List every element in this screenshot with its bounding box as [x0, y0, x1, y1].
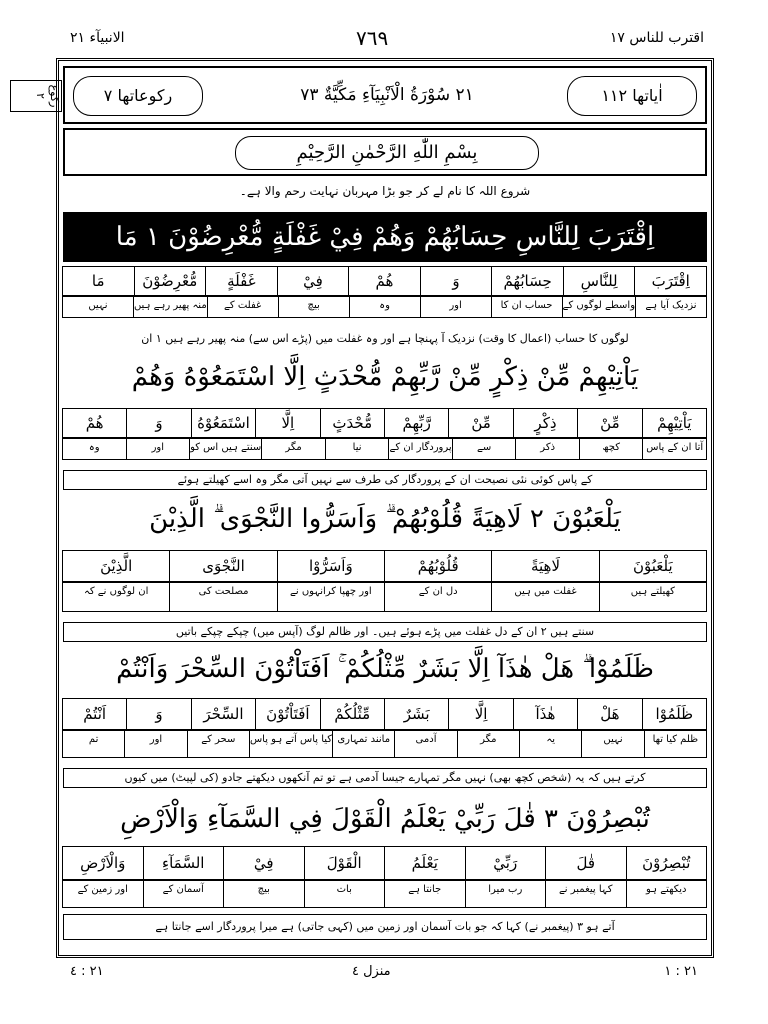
word-cell: رَّبِّهِمْ — [384, 408, 449, 438]
meaning-cell: وہ — [349, 296, 421, 318]
word-cell: فِيْ — [223, 846, 305, 880]
meaning-cell: آتا ان کے پاس — [642, 438, 707, 460]
footer-right: ٢١ : ١ — [664, 964, 698, 979]
meaning-cell: پروردگار ان کے — [388, 438, 453, 460]
word-cell: يَاْتِيْهِمْ — [642, 408, 707, 438]
word-cell: لَاهِيَةً — [491, 550, 599, 582]
word-cell: يَلْعَبُوْنَ — [599, 550, 707, 582]
word-cell: فِيْ — [277, 266, 350, 296]
word-cell: الَّذِيْنَ — [62, 550, 170, 582]
word-cell: تُبْصِرُوْنَ — [626, 846, 708, 880]
page-header-left: الانبیآء ٢١ — [70, 30, 125, 46]
footer-left: ٢١ : ٤ — [70, 964, 104, 979]
meaning-cell: سے — [452, 438, 517, 460]
meaning-cell: رب میرا — [465, 880, 547, 908]
meaning-cell: یہ — [519, 730, 582, 758]
word-cell: وَ — [126, 698, 191, 730]
word-cell: وَاَسَرُّوْا — [277, 550, 385, 582]
word-cell: الْقَوْلَ — [304, 846, 386, 880]
word-cell: اِلَّا — [448, 698, 513, 730]
ayah-line: يَلْعَبُوْنَ ۲ لَاهِيَةً قُلُوْبُهُمْ ۗ وَاَسَرُّوا النَّجْوَى ۗ الَّذِيْنَ — [149, 504, 621, 534]
meaning-cell: آدمی — [394, 730, 457, 758]
translation-line: کے پاس کوئی نئی نصیحت ان کے پروردگار کی طرف سے نہیں آتی مگر وہ اسے کھیلتے ہوئے — [63, 470, 707, 490]
word-row — [63, 846, 707, 880]
meaning-cell: کھیلتے ہیں — [599, 582, 707, 612]
translation-line: لوگوں کا حساب (اعمال کا وقت) نزدیک آ پہنچا ہے اور وہ غفلت میں (پڑے اس سے) منہ پھیر رہے ہیں ۱ ان — [141, 332, 629, 345]
meaning-cell: مگر — [457, 730, 520, 758]
word-cell: لِلنَّاسِ — [563, 266, 636, 296]
meaning-cell: وہ — [62, 438, 127, 460]
word-cell: وَ — [126, 408, 191, 438]
word-cell: اِلَّا — [255, 408, 320, 438]
word-cell: النَّجْوَى — [169, 550, 277, 582]
page-header-right: اقترب للناس ١٧ — [609, 30, 704, 46]
translation-line: آتے ہو ۳ (پیغمبر نے) کہا کہ جو بات آسمان اور زمین میں (کہی جاتی) ہے میرا پروردگار اسے جانتا ہے — [63, 914, 707, 940]
word-row — [63, 408, 707, 438]
meaning-cell: سحر کے — [187, 730, 250, 758]
ayah-line: ظَلَمُوْا ۗ هَلْ هٰذَآ اِلَّا بَشَرٌ مِّثْلُكُمْ ۚ اَفَتَاْتُوْنَ السِّحْرَ وَاَنْتُمْ — [116, 654, 654, 684]
word-cell: هَلْ — [577, 698, 642, 730]
meaning-cell: نہیں — [581, 730, 644, 758]
meaning-cell: نیا — [325, 438, 390, 460]
word-cell: وَ — [420, 266, 493, 296]
meaning-row — [63, 730, 707, 758]
meaning-cell: آسمان کے — [143, 880, 225, 908]
surah-name: ٢١ سُوْرَةُ الْاَنْبِيَآءِ مَكِّيَّةٌ ٧٣ — [300, 85, 474, 105]
word-cell: مَا — [62, 266, 135, 296]
word-cell: مِّنْ — [577, 408, 642, 438]
word-cell: اَنْتُمْ — [62, 698, 127, 730]
meaning-row — [63, 582, 707, 612]
translation-line: سنتے ہیں ۲ ان کے دل غفلت میں پڑے ہوئے ہیں۔ اور ظالم لوگ (آپس میں) چپکے چپکے باتیں — [63, 622, 707, 642]
meaning-cell: بیچ — [223, 880, 305, 908]
meaning-cell: مانند تمہاری — [332, 730, 395, 758]
meaning-row — [63, 880, 707, 908]
meaning-cell: بیچ — [278, 296, 350, 318]
word-row — [63, 698, 707, 730]
meaning-row — [63, 438, 707, 460]
manzil-label: منزل ٤ — [352, 964, 391, 979]
word-cell: السِّحْرَ — [191, 698, 256, 730]
meaning-cell: تم — [62, 730, 125, 758]
word-cell: غَفْلَةٍ — [205, 266, 278, 296]
word-cell: ظَلَمُوْا — [642, 698, 707, 730]
word-cell: يَعْلَمُ — [384, 846, 466, 880]
bismillah-translation: شروع اللہ کا نام لے کر جو بڑا مہربان نہایت رحم والا ہے۔ — [239, 184, 531, 198]
meaning-cell: اور — [420, 296, 492, 318]
word-cell: اَفَتَاْتُوْنَ — [255, 698, 320, 730]
word-cell: مُّعْرِضُوْنَ — [134, 266, 207, 296]
word-cell: اِقْتَرَبَ — [634, 266, 707, 296]
meaning-cell: غفلت کے — [207, 296, 279, 318]
meaning-cell: ذکر — [515, 438, 580, 460]
surah-title-bar — [63, 66, 707, 124]
word-cell: بَشَرٌ — [384, 698, 449, 730]
meaning-cell: اور چھپا کرانہوں نے — [277, 582, 385, 612]
word-cell: حِسَابُهُمْ — [491, 266, 564, 296]
meaning-cell: منہ پھیر رہے ہیں — [133, 296, 208, 318]
ayah-line: تُبْصِرُوْنَ ۳ قٰلَ رَبِّيْ يَعْلَمُ الْقَوْلَ فِي السَّمَآءِ وَالْاَرْضِ — [120, 804, 650, 834]
meaning-cell: کیا پاس آتے ہو پاس — [249, 730, 333, 758]
meaning-cell: نزدیک آیا ہے — [635, 296, 707, 318]
meaning-cell: بات — [304, 880, 386, 908]
meaning-cell: حساب ان کا — [491, 296, 563, 318]
meaning-cell: مگر — [261, 438, 326, 460]
meaning-cell: اور — [124, 730, 187, 758]
ayah-line: يَاْتِيْهِمْ مِّنْ ذِكْرٍ مِّنْ رَّبِّهِمْ مُّحْدَثٍ اِلَّا اسْتَمَعُوْهُ وَهُمْ — [131, 362, 639, 392]
word-cell: وَالْاَرْضِ — [62, 846, 144, 880]
meaning-cell: نہیں — [62, 296, 134, 318]
word-cell: هُمْ — [62, 408, 127, 438]
word-cell: اسْتَمَعُوْهُ — [191, 408, 256, 438]
bismillah-bar — [63, 128, 707, 176]
meaning-cell: دیکھتے ہو — [626, 880, 708, 908]
translation-line: کرتے ہیں کہ یہ (شخص کچھ بھی) نہیں مگر تمہارے جیسا آدمی ہے تو تم آنکھوں دیکھتے جادو (کی لپیٹ) میں کیوں — [63, 768, 707, 788]
meaning-cell: اور زمین کے — [62, 880, 144, 908]
bismillah: بِسْمِ اللّٰهِ الرَّحْمٰنِ الرَّحِيْمِ — [235, 136, 539, 170]
word-cell: مُّحْدَثٍ — [320, 408, 385, 438]
word-row — [63, 550, 707, 582]
word-cell: قٰلَ — [545, 846, 627, 880]
word-cell: قُلُوْبُهُمْ — [384, 550, 492, 582]
meaning-cell: غفلت میں ہیں — [491, 582, 599, 612]
meaning-cell: مصلحت کی — [169, 582, 277, 612]
word-cell: مِّنْ — [448, 408, 513, 438]
word-row — [63, 266, 707, 296]
ayah-line: اِقْتَرَبَ لِلنَّاسِ حِسَابُهُمْ وَهُمْ فِيْ غَفْلَةٍ مُّعْرِضُوْنَ ۱ مَا — [63, 212, 707, 262]
meaning-cell: اور — [126, 438, 191, 460]
meaning-cell: ظلم کیا تھا — [644, 730, 707, 758]
rukoo-marker: رکوع ۲ — [10, 80, 62, 112]
meaning-cell: جانتا ہے — [384, 880, 466, 908]
word-cell: هُمْ — [348, 266, 421, 296]
meaning-cell: سنتے ہیں اس کو — [189, 438, 262, 460]
meaning-cell: کہا پیغمبر نے — [545, 880, 627, 908]
word-cell: هٰذَآ — [513, 698, 578, 730]
meaning-cell: واسطے لوگوں کے — [562, 296, 637, 318]
word-cell: مِّثْلُكُمْ — [320, 698, 385, 730]
meaning-cell: ان لوگوں نے کہ — [62, 582, 170, 612]
ayat-count: اٰیاتها ١١٢ — [567, 76, 697, 116]
meaning-row — [63, 296, 707, 318]
page-number: ٧٦٩ — [356, 26, 389, 50]
word-cell: ذِكْرٍ — [513, 408, 578, 438]
word-cell: رَبِّيْ — [465, 846, 547, 880]
meaning-cell: کچھ — [579, 438, 644, 460]
ruku-count: رکوعاتها ٧ — [73, 76, 203, 116]
meaning-cell: دل ان کے — [384, 582, 492, 612]
word-cell: السَّمَآءِ — [143, 846, 225, 880]
